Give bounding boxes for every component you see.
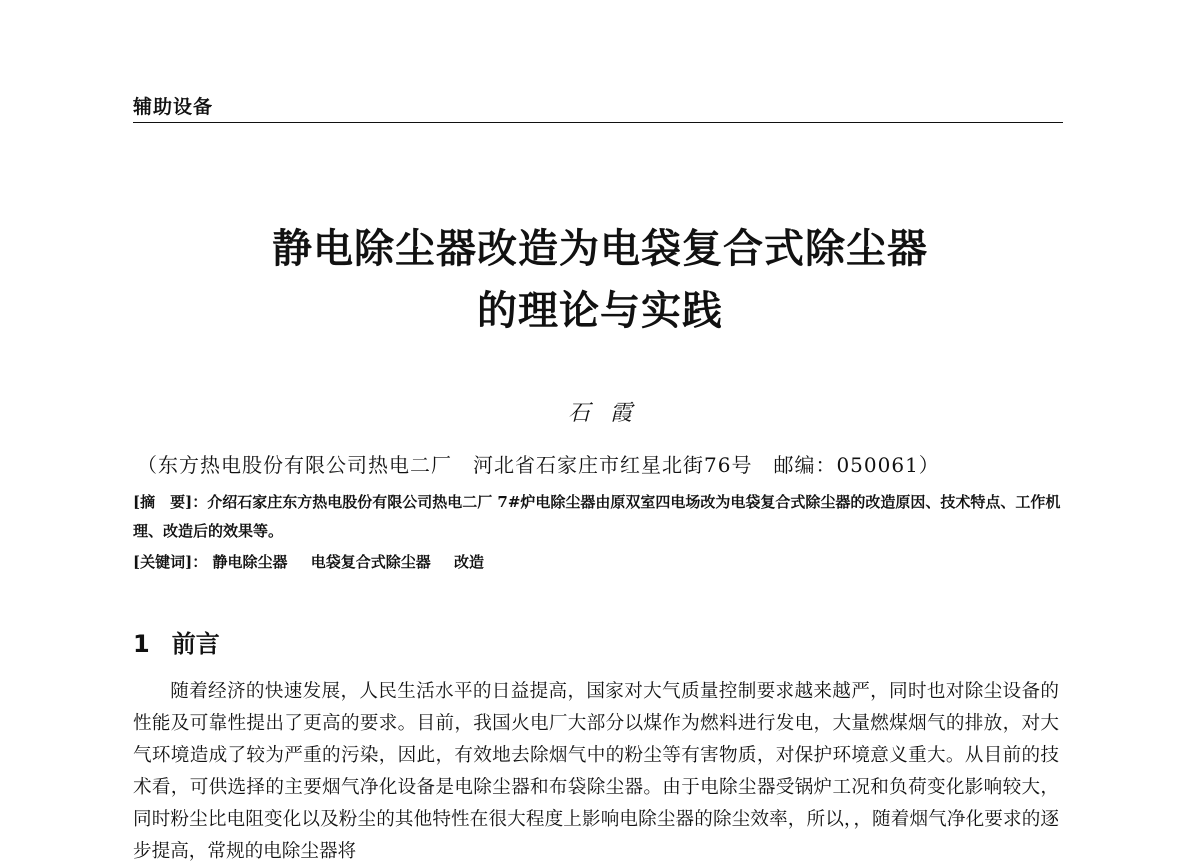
header-rule bbox=[133, 122, 1063, 123]
section-title: 前言 bbox=[171, 630, 220, 658]
title-line-1: 静电除尘器改造为电袋复合式除尘器 bbox=[272, 226, 928, 272]
abstract-label: [摘 要]： bbox=[133, 493, 208, 511]
author-affiliation: （东方热电股份有限公司热电二厂 河北省石家庄市红星北街76号 邮编：050061） bbox=[137, 453, 940, 477]
keyword-item: 静电除尘器 bbox=[212, 553, 288, 571]
section-heading bbox=[133, 624, 220, 659]
keywords bbox=[133, 551, 1063, 572]
body-paragraph: 随着经济的快速发展，人民生活水平的日益提高，国家对大气质量控制要求越来越严，同时也对除尘设备的性能及可靠性提出了更高的要求。目前，我国火电厂大部分以煤作为燃料进行发电，大量燃煤烟气的排放，对大气环境造成了较为严重的污染，因此，有效地去除烟气中的粉尘等有害物质，对保护环境意义重大。从目前的技术看，可供选择的主要烟气净化设备是电除尘器和布袋除尘器。由于电除尘器受锅炉工况和负荷变化影响较大，同时粉尘比电阻变化以及粉尘的其他特性在很大程度上影响电除尘器的除尘效率，所以，，随着烟气净化要求的逐步提高，常规的电除尘器将 bbox=[133, 681, 1059, 862]
paper-title bbox=[0, 218, 1200, 342]
running-head: 辅助设备 bbox=[133, 96, 214, 118]
keywords-label: [关键词]： bbox=[133, 553, 208, 571]
abstract bbox=[133, 488, 1063, 546]
abstract-text: 介绍石家庄东方热电股份有限公司热电二厂 7#炉电除尘器由原双室四电场改为电袋复合式除尘器的改造原因、技术特点、工作机理、改造后的效果等。 bbox=[133, 493, 1061, 540]
keyword-item: 改造 bbox=[453, 553, 484, 571]
title-line-2: 的理论与实践 bbox=[477, 288, 723, 334]
section-number: 1 bbox=[133, 630, 150, 658]
keyword-item: 电袋复合式除尘器 bbox=[310, 553, 431, 571]
body-text bbox=[133, 676, 1059, 868]
author-name: 石霞 bbox=[567, 401, 652, 426]
